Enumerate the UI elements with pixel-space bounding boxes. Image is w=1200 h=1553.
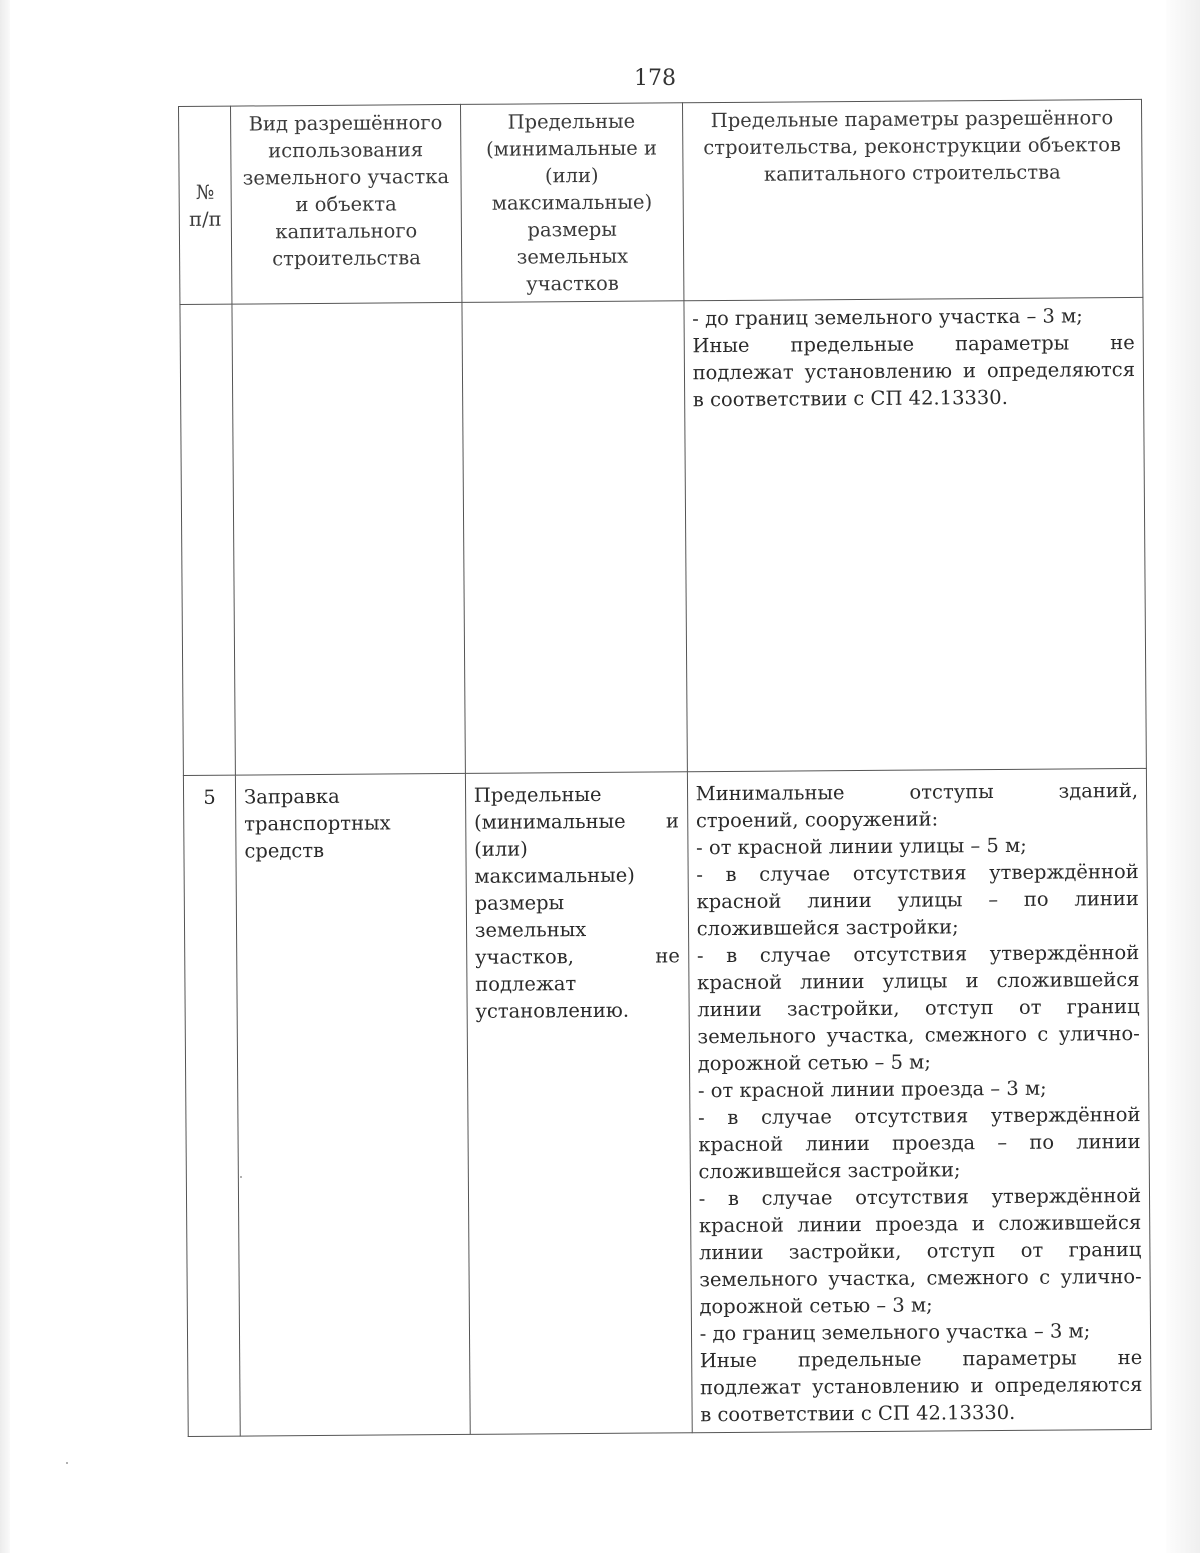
plot-size-line: подлежат: [475, 972, 577, 996]
params-line: красной линии проезда – по линии: [698, 1129, 1141, 1157]
params-line: дорожной сетью – 3 м;: [699, 1293, 933, 1319]
table-row: [180, 297, 1146, 775]
params-line: Минимальные отступы зданий,: [695, 778, 1139, 806]
plot-size-line: Предельные: [473, 782, 602, 807]
header-plot-size: Предельные (минимальные и (или) максимальные) размеры земельных участков: [460, 103, 683, 303]
params-line: красной линии улицы – по линии: [696, 886, 1139, 914]
params-line: - в случае отсутствия утверждённой: [698, 1102, 1141, 1130]
params-line: Иные предельные параметры не: [692, 330, 1135, 358]
params-line: сложившейся застройки;: [698, 1158, 961, 1184]
params-line: подлежат установлению и определяются: [692, 357, 1136, 385]
plot-size-line: (или): [474, 837, 528, 861]
scan-right-edge: [1166, 0, 1200, 1553]
table-header-row: [179, 99, 1143, 304]
plot-size-line: участков, не: [474, 944, 680, 969]
params-line: - от красной линии проезда – 3 м;: [697, 1076, 1047, 1103]
params-line: земельного участка, смежного с улично-: [699, 1264, 1142, 1292]
plot-size-line: установлению.: [475, 998, 630, 1023]
scan-speck: [240, 1176, 242, 1178]
params-line: - от красной линии улицы – 5 м;: [696, 833, 1027, 860]
cell-num: 5: [183, 775, 240, 1436]
params-line: линии застройки, отступ от границ: [697, 994, 1140, 1022]
params-line: - в случае отсутствия утверждённой: [696, 859, 1139, 887]
plot-size-line: размеры земельных: [474, 891, 587, 942]
params-line: - в случае отсутствия утверждённой: [696, 940, 1140, 968]
params-line: красной линии улицы и сложившейся: [697, 967, 1140, 995]
cell-num: [180, 304, 235, 775]
page-number: 178: [634, 66, 676, 91]
params-line: земельного участка, смежного с улично-: [697, 1021, 1140, 1049]
params-line: в соответствии с СП 42.13330.: [692, 385, 1008, 412]
table-row: [183, 768, 1151, 1436]
params-line: Иные предельные параметры не: [699, 1345, 1143, 1373]
cell-use-type: Заправка транспортных средств: [235, 773, 470, 1436]
params-line: линии застройки, отступ от границ: [699, 1237, 1142, 1265]
params-line: - до границ земельного участка – 3 м;: [699, 1319, 1091, 1346]
plot-size-line: максимальные): [474, 863, 635, 888]
params-line: сложившейся застройки;: [696, 915, 959, 941]
params-line: в соответствии с СП 42.13330.: [700, 1400, 1016, 1427]
scan-speck: [66, 1462, 68, 1464]
params-line: - до границ земельного участка – 3 м;: [692, 304, 1083, 331]
cell-use-type: [232, 302, 465, 775]
header-num: № п/п: [179, 106, 232, 304]
params-line: - в случае отсутствия утверждённой: [698, 1183, 1142, 1211]
params-line: красной линии проезда и сложившейся: [698, 1210, 1142, 1238]
cell-plot-size: [462, 301, 687, 774]
params-line: дорожной сетью – 5 м;: [697, 1050, 931, 1076]
params-line: строений, сооружений:: [695, 807, 939, 833]
params-line: подлежат установлению и определяются: [699, 1372, 1143, 1400]
cell-params: [687, 768, 1151, 1432]
zoning-table: [178, 99, 1152, 1437]
cell-plot-size: [465, 772, 692, 1435]
header-use-type: Вид разрешённого использования земельного участка и объекта капитального строительства: [230, 104, 461, 304]
plot-size-line: (минимальные и: [473, 809, 680, 834]
cell-params: [684, 297, 1147, 771]
scan-left-edge: [0, 0, 10, 1553]
header-params: Предельные параметры разрешённого строительства, реконструкции объектов капитального строительства: [682, 99, 1143, 300]
